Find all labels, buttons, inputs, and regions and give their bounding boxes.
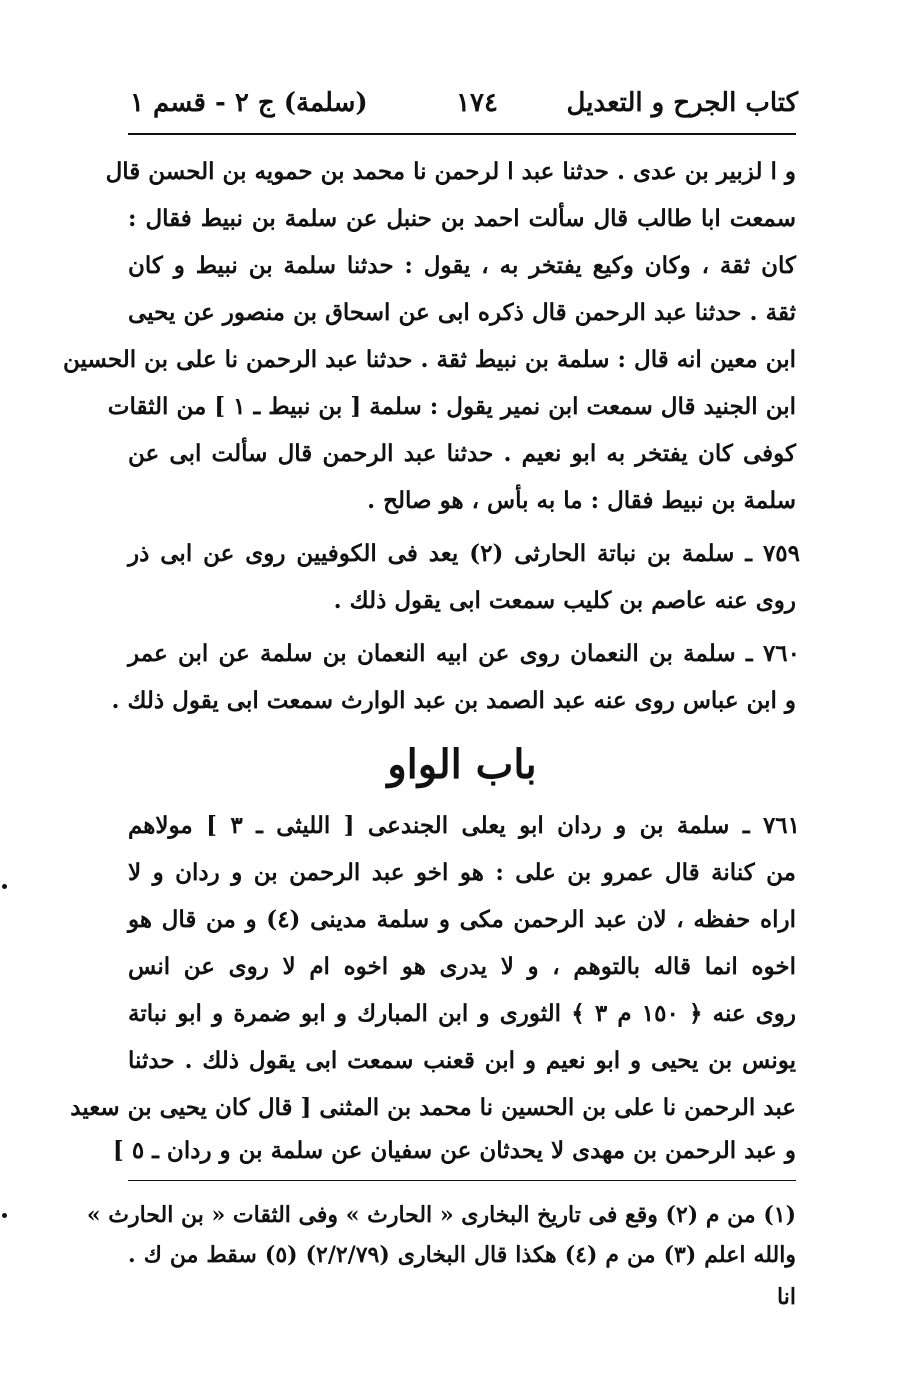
entry-759-line: روى عنه عاصم بن كليب سمعت ابى يقول ذلك . (333, 587, 796, 614)
entry-760-line: ٧٦٠ ـ سلمة بن النعمان روى عن ابيه النعمان بن سلمة عن ابن عمر (128, 640, 800, 667)
body-line: سلمة بن نبيط فقال : ما به بأس ، هو صالح . (367, 487, 796, 514)
body-line: و ا لزبير بن عدى . حدثنا عبد ا لرحمن نا محمد بن حمويه بن الحسن قال (105, 158, 796, 185)
footnote-line: (١) من م (٢) وقع فى تاريخ البخارى « الحارث » وفى الثقات « بن الحارث » (86, 1202, 796, 1228)
page-number: ١٧٤ (456, 88, 498, 118)
body-line: ثقة . حدثنا عبد الرحمن قال ذكره ابى عن اسحاق بن منصور عن يحيى (128, 299, 796, 326)
entry-761-line: اراه حفظه ، لان عبد الرحمن مكى و سلمة مدينى (٤) و من قال هو (128, 906, 796, 933)
volume-info: (سلمة) ج ٢ - قسم ١ (130, 88, 368, 118)
header-rule (128, 133, 796, 135)
scan-speck (2, 1213, 7, 1218)
running-title: كتاب الجرح و التعديل (566, 88, 798, 118)
entry-761-line: و عبد الرحمن بن مهدى لا يحدثان عن سفيان عن سلمة بن و ردان ـ ٥ ] (112, 1137, 796, 1164)
entry-761-line: يونس بن يحيى و ابو نعيم و ابن قعنب سمعت ابى يقول ذلك . حدثنا (128, 1047, 796, 1074)
page-header (130, 82, 798, 126)
footnote-rule (128, 1180, 796, 1181)
body-line: كوفى كان يفتخر به ابو نعيم . حدثنا عبد الرحمن قال سألت ابى عن (128, 440, 796, 467)
entry-761-line: روى عنه ﴿ ١٥٠ م ٣ ﴾ الثورى و ابن المبارك و ابو ضمرة و ابو نباتة (128, 1000, 796, 1027)
body-line: ابن معين انه قال : سلمة بن نبيط ثقة . حدثنا عبد الرحمن نا على بن الحسين (62, 346, 796, 373)
entry-759-line: ٧٥٩ ـ سلمة بن نباتة الحارثى (٢) يعد فى الكوفيين روى عن ابى ذر (128, 540, 800, 567)
entry-761-line: من كنانة قال عمرو بن على : هو اخو عبد الرحمن بن و ردان و لا (128, 859, 796, 886)
body-line: كان ثقة ، وكان وكيع يفتخر به ، يقول : حدثنا سلمة بن نبيط و كان (128, 252, 796, 279)
entry-761-line: ٧٦١ ـ سلمة بن و ردان ابو يعلى الجندعى [ الليثى ـ ٣ ] مولاهم (128, 812, 800, 839)
section-heading: باب الواو (387, 741, 537, 788)
entry-761-line: عبد الرحمن نا على بن الحسين نا محمد بن المثنى [ قال كان يحيى بن سعيد (70, 1094, 796, 1121)
footnote-line: والله اعلم (٣) من م (٤) هكذا قال البخارى (٢/٢/٧٩) (٥) سقط من ك . (128, 1242, 796, 1268)
entry-761-line: اخوه انما قاله بالتوهم ، و لا يدرى هو اخوه ام لا روى عن انس (128, 953, 796, 980)
scan-speck (2, 884, 7, 889)
body-line: ابن الجنيد قال سمعت ابن نمير يقول : سلمة [ بن نبيط ـ ١ ] من الثقات (107, 393, 796, 420)
entry-760-line: و ابن عباس روى عنه عبد الصمد بن عبد الوارث سمعت ابى يقول ذلك . (111, 687, 796, 714)
catchword: انا (777, 1284, 796, 1310)
body-line: سمعت ابا طالب قال سألت احمد بن حنبل عن سلمة بن نبيط فقال : (128, 205, 796, 232)
